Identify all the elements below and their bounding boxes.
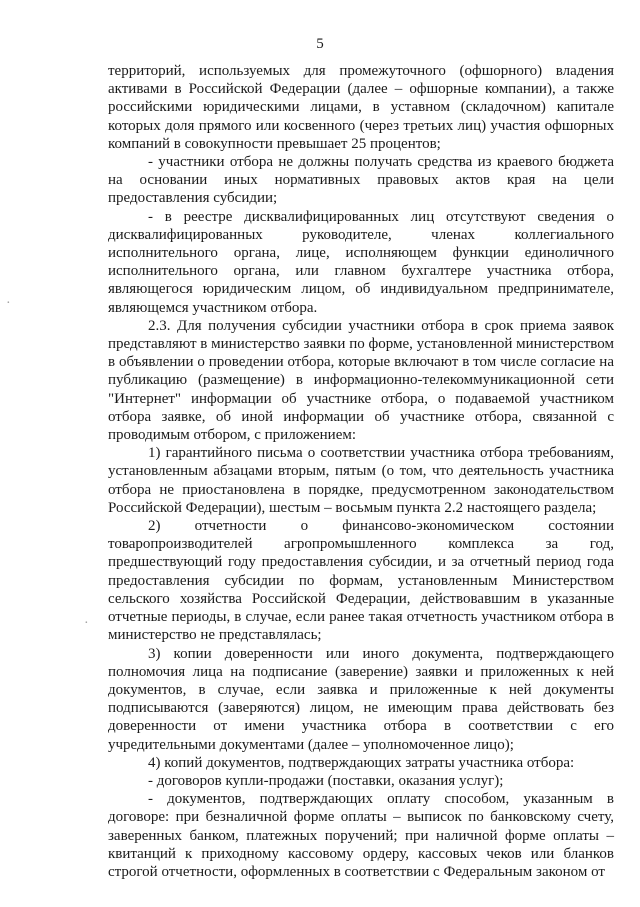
margin-mark: · <box>6 296 11 311</box>
paragraph: 2) отчетности о финансово-экономическом состоянии товаропроизводителей агропромышленного комплекса за год, предшествующий году предоставления субсидии, и за отчетный период года предоставления субсидии по формам, установленным Министерством сельского хозяйства Российской Федерации, действовавшим в указанные отчетные периоды, в случае, если ранее такая отчетность участником отбора в министерство не представлялась; <box>108 518 614 644</box>
paragraph: территорий, используемых для промежуточного (офшорного) владения активами в Российской Федерации (далее – офшорные компании), а также российскими юридическими лицами, в уставном (складочном) капитале которых доля прямого или косвенного (через третьих лиц) участия офшорных компаний в совокупности превышает 25 процентов; <box>108 63 614 152</box>
paragraph: 2.3. Для получения субсидии участники отбора в срок приема заявок представляют в министерство заявки по форме, установленной министерством в объявлении о проведении отбора, которые включают в том числе согласие на публикацию (размещение) в информационно-телекоммуникационной сети "Интернет" информации об участнике отбора, о подаваемой участником отбора заявке, об иной информации об участнике отбора, связанной с проводимым отбором, с приложением: <box>108 317 614 444</box>
paragraph: 1) гарантийного письма о соответствии участника отбора требованиям, установленным абзацами вторым, пятым (о том, что деятельность участника отбора не приостановлена в порядке, предусмотренном законодательством Российской Федерации), шестым – восьмым пункта 2.2 настоящего раздела; <box>108 445 614 516</box>
paragraph: - договоров купли-продажи (поставки, оказания услуг); <box>148 772 504 789</box>
paragraph: 3) копии доверенности или иного документа, подтверждающего полномочия лица на подписание (заверение) заявки и приложенных к ней документов, в случае, если заявка и приложенные к ней документы подписываются (заверяются) лицом, не имеющим права действовать без доверенности от имени участника отбора в соответствии с его учредительными документами (далее – уполномоченное лицо); <box>108 645 614 753</box>
margin-mark: · <box>84 616 89 631</box>
paragraph: - документов, подтверждающих оплату способом, указанным в договоре: при безналичной форме оплаты – выписок по банковскому счету, заверенных банком, платежных поручений; при наличной форме оплаты – квитанций к приходному кассовому ордеру, кассовых чеков или бланков строгой отчетности, оформленных в соответствии с Федеральным законом от <box>108 791 614 880</box>
paragraph: 4) копий документов, подтверждающих затраты участника отбора: <box>148 754 575 771</box>
body-text <box>108 62 614 881</box>
paragraph: - в реестре дисквалифицированных лиц отсутствуют сведения о дисквалифицированных руководителе, членах коллегиального исполнительного органа, лице, исполняющем функции единоличного исполнительного органа, или главном бухгалтере участника отбора, являющегося юридическим лицом, об индивидуальном предпринимателе, являющемся участником отбора. <box>108 208 614 316</box>
page-number: 5 <box>316 36 324 52</box>
paragraph: - участники отбора не должны получать средства из краевого бюджета на основании иных нормативных правовых актов края на цели предоставления субсидии; <box>108 154 614 207</box>
